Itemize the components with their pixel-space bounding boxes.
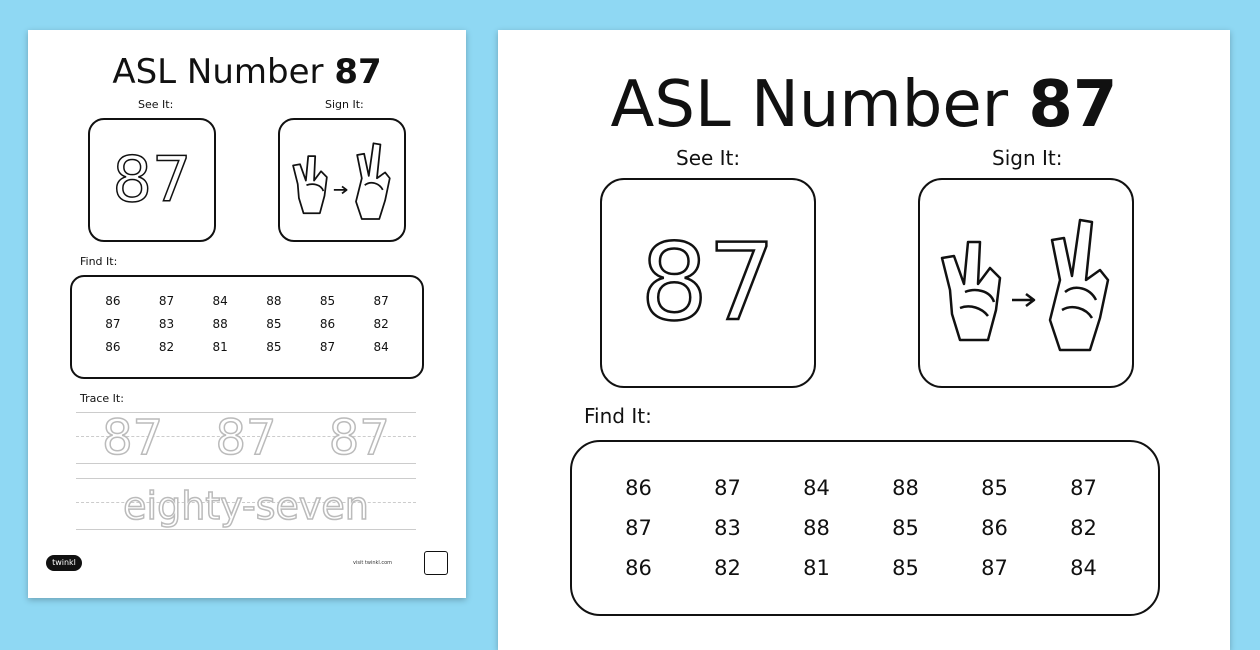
outlined-number: 87: [640, 221, 776, 344]
find-cell[interactable]: 81: [803, 556, 830, 580]
find-it-label: Find It:: [584, 404, 652, 428]
find-cell[interactable]: 88: [892, 476, 919, 500]
find-cell[interactable]: 86: [319, 317, 336, 331]
trace-number: 87: [328, 410, 390, 466]
see-it-label: See It:: [676, 146, 741, 170]
worksheet-preview-large: [498, 30, 1230, 650]
worksheet-title: [28, 52, 466, 92]
find-cell[interactable]: 87: [1070, 476, 1097, 500]
title-number: 87: [334, 52, 382, 92]
find-cell[interactable]: 87: [158, 294, 175, 308]
find-cell[interactable]: 82: [373, 317, 389, 331]
title-number: 87: [1028, 68, 1118, 142]
trace-word: eighty-seven: [123, 484, 369, 528]
find-cell[interactable]: 81: [212, 340, 228, 354]
trace-numbers-row[interactable]: [76, 412, 416, 464]
find-cell[interactable]: 84: [1070, 556, 1097, 580]
see-it-box: [600, 178, 816, 388]
find-it-grid: [86, 294, 408, 354]
see-it-box: [88, 118, 216, 242]
trace-number: 87: [102, 410, 164, 466]
worksheet-preview-small: [28, 30, 466, 598]
outlined-number: 87: [112, 143, 192, 216]
find-cell[interactable]: 83: [158, 317, 175, 331]
find-cell[interactable]: 85: [892, 556, 919, 580]
see-it-label: See It:: [138, 98, 174, 111]
find-cell[interactable]: 85: [319, 294, 336, 308]
find-cell[interactable]: 87: [105, 317, 121, 331]
find-cell[interactable]: 84: [373, 340, 389, 354]
find-cell[interactable]: 82: [714, 556, 741, 580]
find-cell[interactable]: 85: [266, 340, 282, 354]
find-it-grid: [594, 476, 1128, 580]
find-cell[interactable]: 84: [803, 476, 830, 500]
trace-numbers: [76, 412, 416, 464]
find-cell[interactable]: 87: [981, 556, 1008, 580]
find-cell[interactable]: 86: [625, 556, 652, 580]
find-cell[interactable]: 88: [212, 317, 228, 331]
find-cell[interactable]: 85: [892, 516, 919, 540]
find-cell[interactable]: 88: [266, 294, 282, 308]
trace-word-text: [76, 480, 416, 532]
sign-it-label: Sign It:: [325, 98, 364, 111]
find-cell[interactable]: 83: [714, 516, 741, 540]
sign-it-box: [278, 118, 406, 242]
find-cell[interactable]: 87: [625, 516, 652, 540]
find-cell[interactable]: 86: [625, 476, 652, 500]
worksheet-title: [498, 68, 1230, 142]
find-cell[interactable]: 84: [212, 294, 228, 308]
find-cell[interactable]: 85: [981, 476, 1008, 500]
sign-it-label: Sign It:: [992, 146, 1063, 170]
find-cell[interactable]: 87: [373, 294, 389, 308]
title-prefix: ASL Number: [112, 52, 324, 92]
asl-hands-illustration: [920, 180, 1132, 386]
find-it-label: Find It:: [80, 255, 118, 268]
find-cell[interactable]: 88: [803, 516, 830, 540]
find-cell[interactable]: 82: [1070, 516, 1097, 540]
footer-badge-icon: [424, 551, 448, 575]
find-cell[interactable]: 82: [158, 340, 175, 354]
twinkl-logo: twinkl: [46, 555, 82, 571]
title-prefix: ASL Number: [610, 68, 1009, 142]
trace-word-row[interactable]: [76, 478, 416, 530]
asl-hands-illustration: [280, 120, 404, 240]
find-cell[interactable]: 85: [266, 317, 282, 331]
trace-it-label: Trace It:: [80, 392, 124, 405]
find-cell[interactable]: 86: [981, 516, 1008, 540]
trace-line: [76, 478, 416, 479]
find-cell[interactable]: 87: [319, 340, 336, 354]
find-cell[interactable]: 86: [105, 340, 121, 354]
find-cell[interactable]: 86: [105, 294, 121, 308]
footer-url: visit twinkl.com: [353, 560, 393, 566]
find-cell[interactable]: 87: [714, 476, 741, 500]
sign-it-box: [918, 178, 1134, 388]
trace-number: 87: [215, 410, 277, 466]
